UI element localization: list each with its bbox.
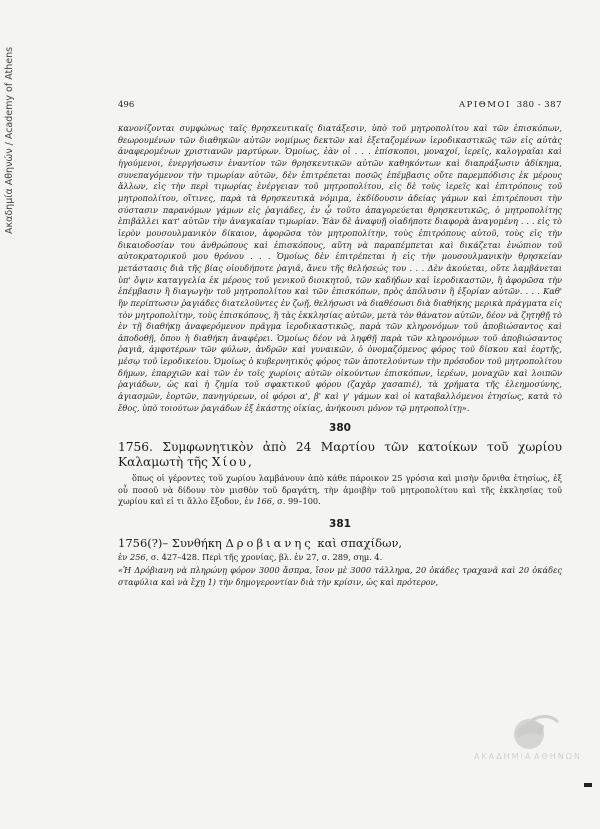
document-381-heading-suffix: καὶ σπαχίδων, bbox=[317, 535, 403, 550]
document-380-body bbox=[118, 473, 562, 508]
athena-helmet-icon bbox=[470, 712, 588, 752]
document-381-place: Δροβιανης bbox=[225, 535, 314, 550]
document-380-heading bbox=[118, 440, 562, 470]
logo-text-left: ΑΚΑΔΗΜΙΑ bbox=[474, 752, 533, 761]
document-number-381: 381 bbox=[329, 517, 351, 530]
document-381-heading bbox=[118, 536, 562, 550]
running-title bbox=[459, 100, 562, 110]
document-380-place: Χίου bbox=[211, 455, 249, 470]
page-content bbox=[118, 123, 562, 589]
document-380-body-text: ὅπως οἱ γέροντες τοῦ χωρίου λαμβάνουν ἀπὸ κάθε πάροικον 25 γρόσια καὶ μισὴν ὄρνιθα ἐτησίως, ἐξ οὗ ποσοῦ νὰ δίδουν τὸν μισθὸν τοῦ δραγάτη, τὴν ἀμοιβὴν τοῦ μητροπολίτου καὶ τῆς ἐκκλησίας τοῦ χωρίου καὶ εἰ τι ἄλλο ἔξοδον, ἐν bbox=[118, 473, 562, 507]
document-381-ref-prefix: ἐν bbox=[118, 551, 128, 562]
academy-side-watermark: Ακαδημία Αθηνών / Academy of Athens bbox=[4, 46, 15, 234]
document-380-body-pages: , σ. 99–100. bbox=[271, 496, 321, 507]
document-381-reference bbox=[118, 552, 562, 564]
page-header bbox=[118, 100, 562, 112]
document-380-reference: 166 bbox=[256, 496, 272, 507]
page-number: 496 bbox=[118, 100, 135, 110]
document-380-heading-text: 1756. Συμφωνητικὸν ἀπὸ 24 Μαρτίου τῶν κατοίκων τοῦ χωρίου Καλαμωτὴ τῆς bbox=[118, 440, 562, 470]
document-381-heading-text: 1756(?)– Συνθήκη bbox=[118, 535, 222, 550]
number-range: 380 - 387 bbox=[516, 100, 562, 110]
logo-text-right: ΑΘΗΝΩΝ bbox=[534, 752, 582, 761]
document-381-ref-number: 256 bbox=[129, 551, 146, 562]
document-380-heading-end: , bbox=[248, 455, 252, 470]
corner-mark bbox=[584, 783, 592, 787]
document-381-quote: «Ἡ Δρόβιανη νὰ πληρώνῃ φόρον 3000 ἄσπρα, ἴσον μὲ 3000 τάλληρα, 20 ὀκάδες τραχανᾶ καὶ 20 ὀκάδες σταφύλια καὶ νὰ ἔχῃ 1) τὴν δημογεροντίαν διὰ τὴν κρίσιν, ὡς καὶ πρότερον, bbox=[118, 565, 562, 587]
document-number-380: 380 bbox=[329, 422, 351, 435]
academy-logo-watermark bbox=[470, 712, 588, 768]
running-title-text: ΑΡΙΘΜΟΙ bbox=[459, 100, 511, 110]
intro-paragraph: κανονίζονται συμφώνως ταῖς θρησκευτικαῖς διατάξεσιν, ὑπὸ τοῦ μητροπολίτου καὶ τῶν ἐπισκόπων, θεωρουμένων τῶν διαθηκῶν αὐτῶν νομίμως δεκτῶν καὶ ἐξεταζομένων ἱεροδικαστικῶς τῶν εἰς αὐτὰς ἀναφερομένων χριστιανῶν μαρτύρων. Ὁμοίως, ἐὰν οἱ . . . ἐπίσκοποι, μοναχοί, ἱερεῖς, καλογραῖαι καὶ ἡγούμενοι, ἐνεργήσωσιν ἐναντίον τῶν θρησκευτικῶν αὐτῶν καθηκόντων καὶ διαπράξωσιν ἀδίκημα, συνεπαγόμενον τὴν τιμωρίαν αὐτῶν, δὲν ἐπιτρέπεται ποσῶς ἐπέμβασις οὔτε παρεμπόδισις ἐκ μέρους ἄλλων, εἰς τὴν περὶ τιμωρίας ἐνέργειαν τοῦ μητροπολίτου, εἰς δὲ τοὺς ἱερεῖς καὶ ἐπιτρόπους τοῦ μητροπολίτου, οἵτινες, παρὰ τὰ θρησκευτικὰ νόμιμα, ἐκδίδουσιν ἀδείας γάμων καὶ ἐπιτρέπουσι τὴν σύστασιν παρανόμων γάμων εἰς ῥαγιάδες, ἐν ᾧ τοῦτο ἀπαγορεύεται θρησκευτικῶς, ὁ μητροπολίτης ἐπιβάλλει κατ' αὐτῶν τὴν ἀναγκαίαν τιμωρίαν. Ἐὰν δὲ ἀναφυῇ οἱαδήποτε διαφορὰ ἀναγομένη . . . εἰς τὸ ἱερὸν μουσουλμανικὸν δίκαιον, ἀφορῶσα τὸν μητροπολίτην, τοὺς ἐπιτρόπους αὐτοῦ, τοὺς εἰς τὴν δικαιοδοσίαν του ἀνθρώπους καὶ ἐπισκόπους, αὕτη νὰ παραπέμπεται καὶ δικάζεται ἐνώπιον τοῦ αὐτοκρατορικοῦ μου θρόνου . . . Ὁμοίως δὲν ἐπιτρέπεται ἡ εἰς τὴν μουσουλμανικὴν θρησκείαν μετάστασις διὰ τῆς βίας οἱουδήποτε ῥαγιᾶ, ἄνευ τῆς θελήσεώς του . . . Δὲν ἀκούεται, οὔτε λαμβάνεται ὑπ' ὄψιν καταγγελία ἐκ μέρους τοῦ γενικοῦ διοικητοῦ, τῶν καδήδων καὶ ἱεροδικαστῶν, ἢ ἀφορῶσα τὴν ἐπέμβασιν ἢ διαγωγὴν τοῦ μητροπολίτου καὶ τῶν ἐπισκόπων, πρὸς ἀπόλυσιν ἢ ἐξορίαν αὐτῶν. . . . Καθ' ἣν περίπτωσιν ῥαγιάδες διατελοῦντες ἐν ζωῇ, θελήσωσι νὰ διαθέσωσι διὰ διαθήκης μερικὰ πράγματα εἰς τὸν μητροπολίτην, τοὺς ἐπισκόπους, ἢ τὰς ἐκκλησίας αὐτῶν, μετὰ τὸν θάνατον αὐτῶν, δέον νὰ ζητηθῇ τὸ ἐν τῇ διαθήκῃ ἀναφερόμενον πρᾶγμα ἱεροδικαστικῶς, παρὰ τῶν κληρονόμων τοῦ ἀποβιώσαντος καὶ ἀποδοθῇ, ὅπου ἡ διαθήκη ἀναφέρει. Ὁμοίως δέον νὰ ληφθῇ παρὰ τῶν κληρονόμων τοῦ ἀποβιώσαντος ῥαγιᾶ, ἀμφοτέρων τῶν φύλων, ἀνδρῶν καὶ γυναικῶν, ὁ ὀνομαζόμενος φόρος τοῦ δίσκου καὶ ἑορτῆς, μέσῳ τοῦ ἱεροδικείου. Ὁμοίως ὁ κυβερνητικὸς φόρος τῶν ἀποτελούντων τὴν πρόσοδον τοῦ μητροπολίτου δήμων, ἐπαρχιῶν καὶ τῶν ἐν τοῖς χωρίοις αὐτῶν οἰκούντων ἐπισκόπων, ἱερέων, μοναχῶν καὶ λοιπῶν ῥαγιάδων, ὡς καὶ ἡ ζημία τοῦ σφακτικοῦ φόρου (ζαχὰρ χασαπιέ), τὰ χρήματα τῆς ἐλεημοσύνης, ἁγιασμῶν, ἑορτῶν, πανηγύρεων, οἱ φόροι α', β' καὶ γ' γάμων καὶ οἱ καταβαλλόμενοι ἐτησίως, κατὰ τὸ ἔθος, ὑπὸ τοιούτων ῥαγιάδων ἐξ ἑκάστης οἰκίας, ἀνήκουσι μόνον τῷ μητροπολίτῃ». bbox=[118, 123, 562, 413]
document-381-ref-rest: , σ. 427–428. Περὶ τῆς χρονίας, βλ. ἐν 27, σ. 289, σημ. 4. bbox=[145, 551, 383, 562]
